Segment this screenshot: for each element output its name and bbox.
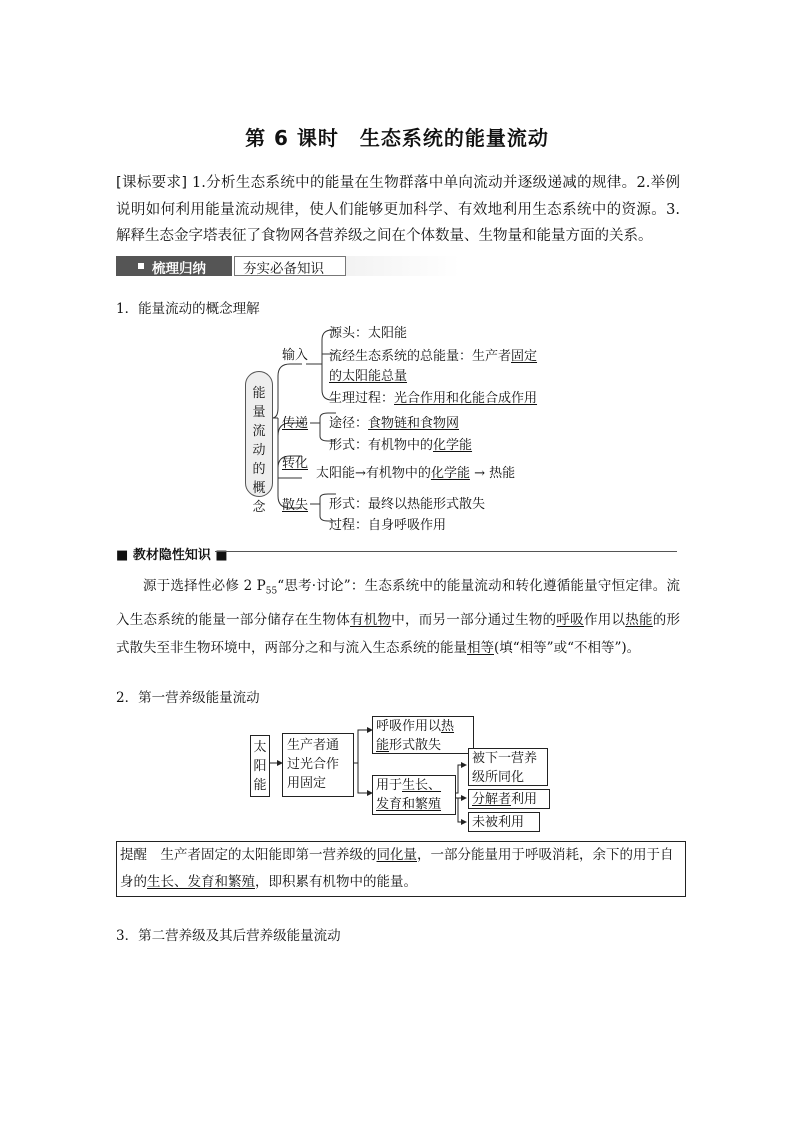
hidden-knowledge-paragraph: 源于选择性必修 2 $P_{55}“$思考·讨论”：生态系统中的能量流动和转化遵循能量守恒定律。流入生态系统的能量一部分储存在生物体有机物中，而另一部分通过生物的呼吸作用以热能的形式散失至非生物环境中，两部分之和与流入生态系统的能量相等(填“相等”或“不相等”)。 xyxy=(116,578,681,656)
decomposer-box: 分解者利用 xyxy=(468,789,550,809)
next-level-box: 被下一营养级所同化 xyxy=(468,748,548,786)
unused-box: 未被利用 xyxy=(468,812,540,832)
arrow-icon: → xyxy=(469,466,490,481)
input-total: 流经生态系统的总能量：生产者固定 xyxy=(329,349,538,364)
input-process: 生理过程：光合作用和化能合成作用 xyxy=(329,391,538,406)
square-icon: ■ xyxy=(116,548,133,563)
curriculum-requirements xyxy=(116,170,680,250)
convert-chain: 太阳能→有机物中的化学能 → 热能 xyxy=(316,466,516,481)
transfer-path: 途径：食物链和食物网 xyxy=(329,416,460,431)
input-source: 源头：太阳能 xyxy=(329,326,408,341)
branch-loss: 散失 xyxy=(282,498,309,513)
banner-main: 梳理归纳 xyxy=(152,261,206,277)
section3-heading: 3．第二营养级及其后营养级能量流动 xyxy=(116,928,341,944)
square-icon xyxy=(138,263,144,269)
reminder-box: 提醒 生产者固定的太阳能即第一营养级的同化量，一部分能量用于呼吸消耗，余下的用于自身的生长、发育和繁殖，即积累有机物中的能量。 xyxy=(116,841,686,897)
section2-heading: 2．第一营养级能量流动 xyxy=(116,690,260,706)
growth-box: 用于生长、 发育和繁殖 xyxy=(372,775,456,815)
sun-box: 太阳能 xyxy=(250,735,270,797)
divider xyxy=(215,551,677,552)
branch-convert: 转化 xyxy=(282,456,309,471)
transfer-form: 形式：有机物中的化学能 xyxy=(329,438,473,453)
concept-center xyxy=(245,371,273,515)
concept-center-label: 能量流动的概念 xyxy=(252,386,266,515)
branch-input: 输入 xyxy=(282,348,309,363)
loss-form: 形式：最终以热能形式散失 xyxy=(329,497,486,512)
arrow-icon: → xyxy=(355,466,366,481)
input-total-cont: 的太阳能总量 xyxy=(329,369,408,384)
section-banner xyxy=(116,256,432,276)
banner-sub: 夯实必备知识 xyxy=(243,261,324,277)
branch-transfer: 传递 xyxy=(282,416,309,431)
requirements-text: 1.分析生态系统中的能量在生物群落中单向流动并逐级递减的规律。2.举例说明如何利用能量流动规律，使人们能够更加科学、有效地利用生态系统中的资源。3.解释生态金字塔表征了食物网各营养级之间在个体数量、生物量和能量方面的关系。 xyxy=(116,175,680,244)
respiration-box: 呼吸作用以热 能形式散失 xyxy=(372,716,474,754)
loss-process: 过程：自身呼吸作用 xyxy=(329,518,447,533)
page-title: 第 6 课时 生态系统的能量流动 xyxy=(245,126,549,150)
section1-heading: 1．能量流动的概念理解 xyxy=(116,301,260,317)
requirements-tag: [课标要求] xyxy=(116,175,188,191)
producer-box: 生产者通过光合作用固定 xyxy=(282,733,354,797)
hidden-knowledge-heading: ■ 教材隐性知识 ■ xyxy=(116,548,228,563)
